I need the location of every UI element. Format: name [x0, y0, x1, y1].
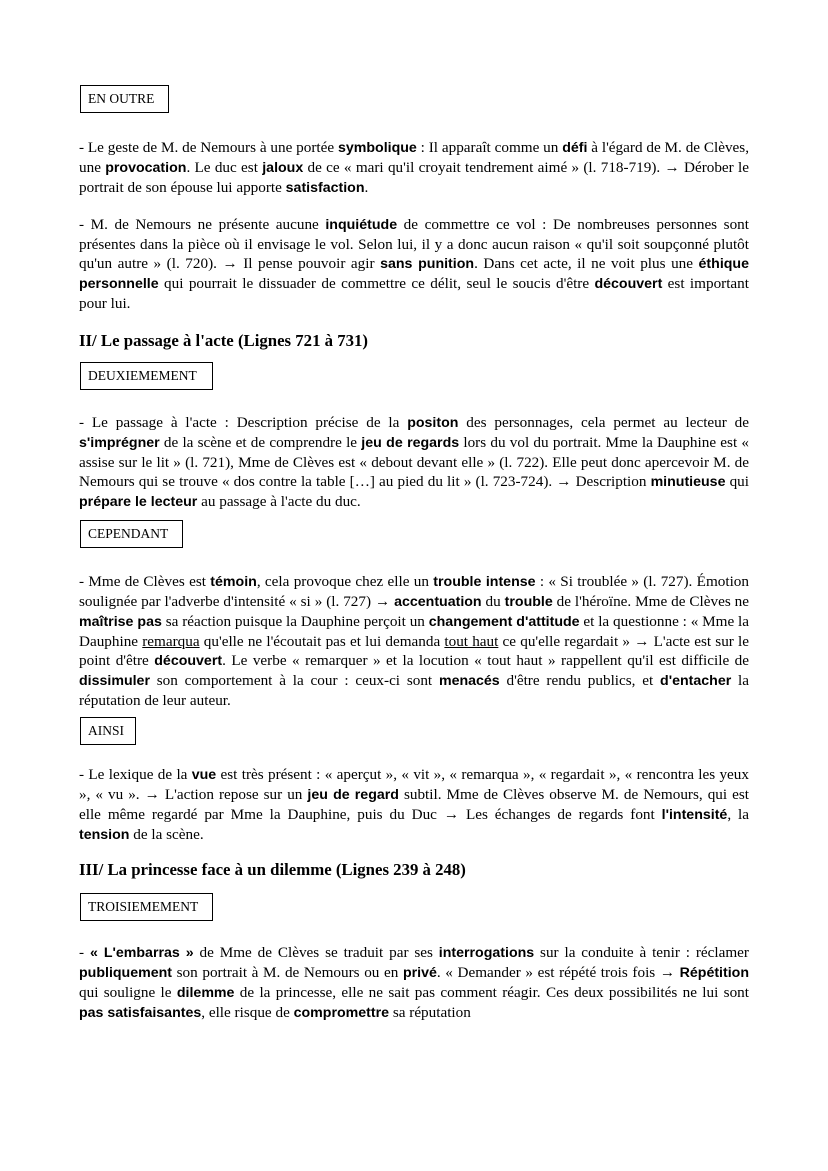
text-run: son comportement à la cour : ceux-ci sont	[149, 672, 439, 689]
text-run: des personnages, cela permet au lecteur de	[458, 414, 750, 431]
bold-term: changement d'attitude	[428, 614, 580, 630]
text-run: sa réputation	[389, 1004, 471, 1021]
bold-term: vue	[191, 767, 217, 783]
bold-term: jaloux	[262, 160, 304, 176]
text-run: la réputation de leur auteur.	[79, 672, 750, 709]
text-run: . Dans cet acte, il ne voit plus une	[474, 255, 699, 272]
bold-term: dissimuler	[79, 673, 150, 689]
text-run: de l'héroïne. Mme de Clèves ne	[552, 593, 749, 610]
heading-part-2: II/ Le passage à l'acte (Lignes 721 à 731)	[79, 331, 369, 350]
text-run: qui pourrait le dissuader de commettre ce délit, seul le soucis d'être	[158, 275, 595, 292]
text-run: sa réaction puisque la Dauphine perçoit un	[161, 613, 429, 630]
text-run: lors du vol du portrait. Mme la Dauphine est « assise sur le lit » (l. 721), Mme de Clèves est « debout devant elle » (l. 722). Elle peut donc apercevoir M. de Nemours qui se trouve « dos contre la table […] au pied du lit » (l. 723-724). → Description	[79, 434, 749, 490]
text-run: de la scène.	[129, 826, 204, 843]
heading-part-3: III/ La princesse face à un dilemme (Lignes 239 à 248)	[79, 860, 466, 879]
bold-term: prépare le lecteur	[79, 494, 198, 510]
text-run: , cela provoque chez elle un	[256, 573, 434, 590]
bold-term: témoin	[210, 574, 257, 590]
paragraph-inquietude	[79, 215, 749, 313]
bold-term: dilemme	[176, 985, 235, 1001]
bold-term: pas satisfaisantes	[79, 1005, 202, 1021]
bold-term: jeu de regard	[307, 787, 399, 803]
bold-term: Répétition	[679, 965, 749, 981]
bold-term: maîtrise pas	[79, 614, 162, 630]
text-run: , la	[727, 806, 749, 823]
bold-term: d'entacher	[660, 673, 732, 689]
bold-term: jeu de regards	[361, 435, 460, 451]
text-run: - Mme de Clèves est	[79, 573, 211, 590]
bold-term: compromettre	[293, 1005, 390, 1021]
bold-term: positon	[407, 415, 459, 431]
bold-term: menacés	[438, 673, 500, 689]
bold-term: interrogations	[438, 945, 535, 961]
text-run: son portrait à M. de Nemours ou en	[172, 964, 403, 981]
text-run: ce qu'elle regardait » → L'acte est sur le point d'être	[79, 633, 750, 669]
label-troisiemement	[80, 893, 213, 921]
text-run: de Mme de Clèves se traduit par ses	[193, 944, 439, 961]
text-run: et la questionne : « Mme la Dauphine	[79, 613, 750, 650]
text-run: , elle risque de	[201, 1004, 294, 1021]
text-run: . Le duc est	[186, 159, 263, 176]
text-run: de la princesse, elle ne sait pas comment réagir. Ces deux possibilités ne lui sont	[234, 984, 749, 1001]
underlined-term: remarqua	[142, 633, 200, 650]
bold-term: sans punition	[380, 256, 475, 272]
label-text: DEUXIEMEMENT	[88, 368, 197, 383]
text-run: - Le passage à l'acte : Description précise de la	[79, 414, 408, 431]
text-run: qui souligne le	[79, 984, 177, 1001]
bold-term: satisfaction	[285, 180, 365, 196]
text-run: au passage à l'acte du duc.	[197, 493, 361, 510]
label-deuxiemement	[80, 362, 213, 390]
paragraph-symbolique	[79, 138, 749, 198]
label-en-outre	[80, 85, 169, 113]
text-run: à l'égard de M. de Clèves, une	[79, 139, 750, 176]
text-run: : Il apparaît comme un	[416, 139, 563, 156]
label-text: EN OUTRE	[88, 91, 155, 106]
label-ainsi	[80, 717, 136, 745]
bold-term: l'intensité	[661, 807, 728, 823]
bold-term: découvert	[154, 653, 223, 669]
bold-term: défi	[562, 140, 588, 156]
paragraph-temoin	[79, 572, 749, 710]
label-text: AINSI	[88, 723, 124, 738]
text-run: . Le verbe « remarquer » et la locution « tout haut » rappellent qu'il est difficile de	[222, 652, 749, 669]
text-run: de ce « mari qu'il croyait tendrement aimé » (l. 718-719). → Dérober le portrait de son épouse lui apporte	[79, 159, 749, 196]
text-run: : « Si troublée » (l. 727). Émotion soulignée par l'adverbe d'intensité « si » (l. 727) →	[79, 573, 749, 610]
paragraph-passage-acte	[79, 413, 749, 512]
paragraph-embarras	[79, 943, 749, 1023]
text-run: qu'elle ne l'écoutait pas et lui demanda	[199, 633, 445, 650]
label-cependant	[80, 520, 183, 548]
bold-term: tension	[79, 827, 130, 843]
bold-term: trouble	[504, 594, 553, 610]
bold-term: inquiétude	[325, 217, 398, 233]
text-run: - Le geste de M. de Nemours à une portée	[79, 139, 338, 156]
text-run: subtil. Mme de Clèves observe M. de Nemours, qui est elle même regardé par Mme la Dauphine, puis du Duc → Les échanges de regards font	[79, 786, 749, 823]
text-run: - M. de Nemours ne présente aucune	[79, 216, 326, 233]
text-run: est très présent : « aperçut », « vit », « remarqua », « regardait », « rencontra les yeux », « vu ». → L'action repose sur un	[79, 766, 749, 803]
bold-term: découvert	[594, 276, 663, 292]
underlined-term: tout haut	[444, 633, 499, 650]
text-run: - Le lexique de la	[79, 766, 192, 783]
bold-term: « L'embarras »	[89, 945, 194, 961]
bold-term: accentuation	[394, 594, 482, 610]
text-run: de la scène et de comprendre le	[159, 434, 362, 451]
bold-term: publiquement	[79, 965, 173, 981]
bold-term: privé	[402, 965, 437, 981]
text-run: du	[481, 593, 505, 610]
text-run: d'être rendu publics, et	[499, 672, 661, 689]
bold-term: éthique personnelle	[79, 256, 749, 292]
bold-term: provocation	[105, 160, 187, 176]
text-run: .	[364, 179, 369, 196]
text-run: -	[79, 944, 90, 961]
text-run: . « Demander » est répété trois fois →	[436, 964, 680, 981]
text-run: qui	[725, 473, 749, 490]
bold-term: minutieuse	[650, 474, 726, 490]
bold-term: symbolique	[337, 140, 417, 156]
label-text: CEPENDANT	[88, 526, 169, 541]
text-run: de commettre ce vol : De nombreuses personnes sont présentes dans la pièce où il envisage le vol. Selon lui, il y a donc aucun raison « qu'il soit soupçonné plutôt qu'un autre » (l. 720). → Il pense pouvoir agir	[79, 216, 749, 272]
text-run: sur la conduite à tenir : réclamer	[534, 944, 749, 961]
bold-term: trouble intense	[433, 574, 536, 590]
paragraph-lexique-vue	[79, 765, 749, 845]
bold-term: s'imprégner	[79, 435, 160, 451]
text-run: est important pour lui.	[79, 275, 749, 312]
label-text: TROISIEMEMENT	[88, 899, 199, 914]
